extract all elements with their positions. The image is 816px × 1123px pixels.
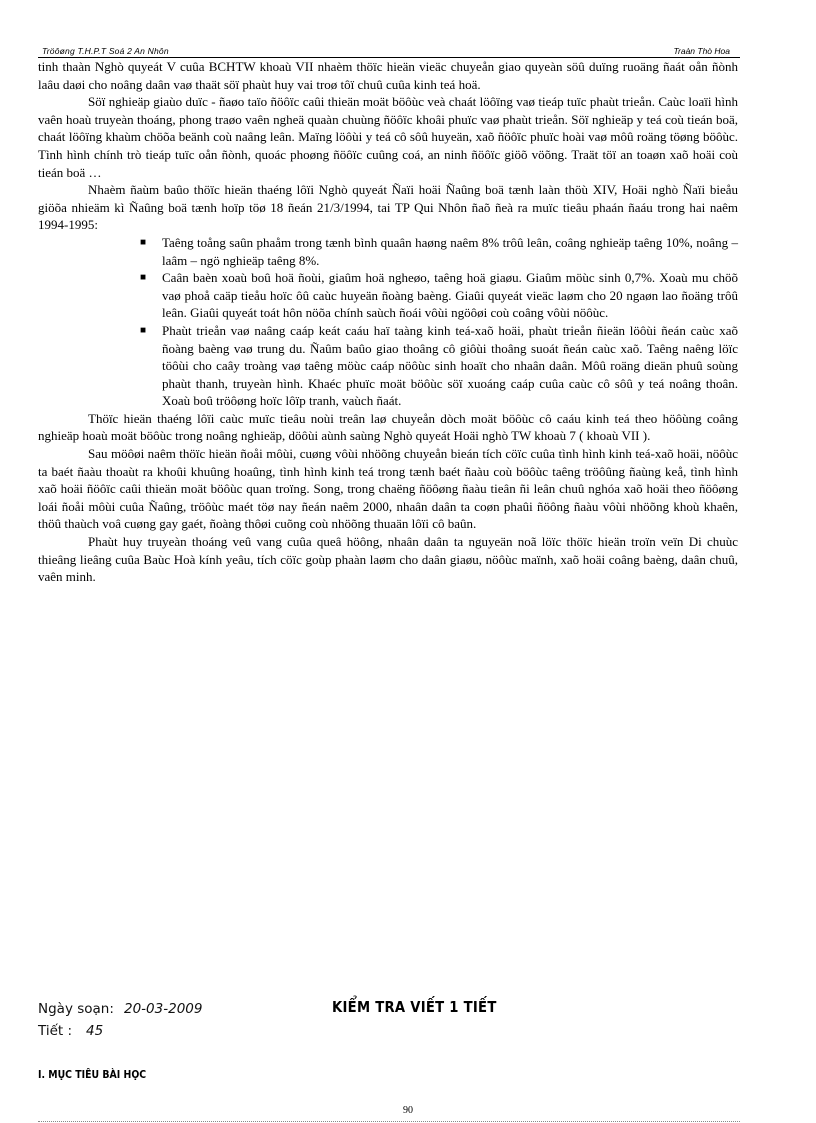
section-heading: I. MỤC TIÊU BÀI HỌC [38, 1068, 147, 1081]
square-bullet-icon: ■ [140, 236, 147, 248]
exam-title: KIỂM TRA VIẾT 1 TIẾT [332, 998, 497, 1016]
period-label: Tiết : [38, 1023, 73, 1039]
paragraph: Sau möôøi naêm thöïc hieän ñoåi môùi, cuøng vôùi nhöõng chuyeån bieán tích cöïc cuûa tình hình kinh teá-xaõ hoäi, nöôùc ta baét ñaàu thoaùt ra khoûi khuûng hoaûng, tình hình kinh teá trong tænh baét ñaàu coù böôùc taêng tröôûng ñaùng keå, tình hình xaõ hoäi ñöôïc caûi thieän moät böôùc quan troïng. Song, trong chaëng ñöôøng ñaàu tieân ñi leân chuû nghóa xaõ hoäi theo ñöôøng loái ñoåi môùi cuûa Ñaûng, tröôùc maét töø nay ñeán naêm 2000, nhaân daân ta coøn phaûi ñöông ñaàu vôùi nhöõng khoù khaên, thöû thaùch voâ cuøng gay gaét, ñoàng thôøi cuõng coù nhöõng thuaän lôïi cô baûn. [38, 446, 738, 532]
header-school: Tröôøng T.H.P.T Soá 2 An Nhôn [42, 46, 169, 56]
footer-divider [38, 1121, 740, 1122]
date-label: Ngày soạn: [38, 1001, 114, 1017]
paragraph: Thöïc hieän thaéng lôïi caùc muïc tieâu noùi treân laø chuyeån dòch moät böôùc cô caáu kinh teá theo höôùng coâng nghieäp hoaù moät böôùc trong noâng nghieäp, döôùi aùnh saùng Nghò quyeát Hoäi nghò TW khoaù 7 ( khoaù VII ). [38, 410, 738, 444]
page-number: 90 [403, 1105, 413, 1116]
paragraph: tinh thaàn Nghò quyeát V cuûa BCHTW khoaù VII nhaèm thöïc hieän vieäc chuyeån giao quyeàn söû duïng ruoäng ñaát oån ñònh laâu daøi cho noâng daân vaø thaät söï phaùt huy vai troø tôï chuû cuûa kinh teá hoä. [38, 59, 738, 92]
square-bullet-icon: ■ [140, 272, 147, 284]
paragraph: Nhaèm ñaùm baûo thöïc hieän thaéng lôïi Nghò quyeát Ñaïi hoäi Ñaûng boä tænh laàn thöù XIV, Hoäi nghò Ñaïi bieåu giöõa nhieäm kì Ñaûng boä tænh hoïp töø 18 ñeán 21/3/1994, tai TP Qui Nhôn ñaõ ñeà ra muïc tieâu phaán ñaáu trong hai naêm 1994-1995: [38, 182, 738, 233]
paragraph: Söï nghieäp giaùo duïc - ñaøo taïo ñöôïc caûi thieän moät böôùc veà chaát löôïng vaø tieáp tuïc phaùt trieån. Caùc loaïi hình vaên hoaù truyeàn thoáng, phong traøo vaên ngheä quaàn chuùng ñöôïc khoâi phuïc vaø phaùt trieån. Söï nghieäp y teá coù tieán boä, chaát löôïng khaùm chöõa beänh coù naâng leân. Maïng löôùi y teá cô sôû huyeän, xaõ ñöôïc phuïc hoài vaø môû roäng töøng böôùc. Tình hình chính trò tieáp tuïc oån ñònh, quoác phoøng ñöôïc cuûng coá, an ninh ñöôïc giöõ vöõng. Traät töï an toaøn xaõ hoäi coù tieán boä … [38, 94, 738, 180]
goals-list [38, 234, 738, 410]
list-item-text: Caân baèn xoaù boû hoä ñoùi, giaûm hoä ngheøo, taêng hoä giaøu. Giaûm möùc sinh 0,7%. Xoaù mu chöõ vaø phoå caäp tieåu hoïc ôû caùc huyeän ñoàng baèng. Giaûi quyeát vieäc laøm cho 20 ngaøn lao ñoäng trôû leân. Giaûi quyeát toát hôn nöõa chính saùch ñoái vôùi ngöôøi coù coâng vôùi nöôùc. [162, 270, 738, 321]
list-item-text: Taêng toång saûn phaåm trong tænh bình quaân haøng naêm 8% trôû leân, coâng nghieäp taêng 10%, noâng – laâm – ngö nghieäp taêng 8%. [162, 234, 738, 268]
document-body [38, 58, 738, 586]
date-value: 20-03-2009 [124, 1001, 203, 1017]
square-bullet-icon: ■ [140, 324, 147, 336]
period-value: 45 [86, 1023, 104, 1039]
header-author: Traàn Thò Hoa [673, 46, 730, 56]
list-item [140, 322, 738, 410]
paragraph: Phaùt huy truyeàn thoáng veû vang cuûa queâ höông, nhaân daân ta nguyeän noã löïc thöïc hieän troïn veïn Di chuùc thieâng lieâng cuûa Baùc Hoà kính yeâu, tích cöïc goùp phaàn laøm cho daân giaøu, nöôùc maïnh, xaõ hoäi coâng baèng, daân chuû, vaên minh. [38, 534, 738, 585]
list-item [140, 269, 738, 322]
list-item-text: Phaùt trieån vaø naâng caáp keát caáu haï taàng kinh teá-xaõ hoäi, phaùt trieån ñieän löôùi ñeán caùc xaõ ñoàng baèng vaø trung du. Ñaûm baûo giao thoâng cô giôùi thoâng suoát ñeán caùc xaõ. Taêng naêng löïc töôùi cho caây troàng vaø taêng möùc caáp nöôùc sinh hoaït cho nhaân daân. Môû roäng dieän phuû soùng phaùt thanh, truyeàn hình. Khaéc phuïc moät böôùc söï xuoáng caáp cuûa caùc cô sôû y teá noâng thoân. Xoaù boû tröôøng hoïc lôïp tranh, vaùch ñaát. [162, 322, 738, 409]
list-item [140, 234, 738, 269]
